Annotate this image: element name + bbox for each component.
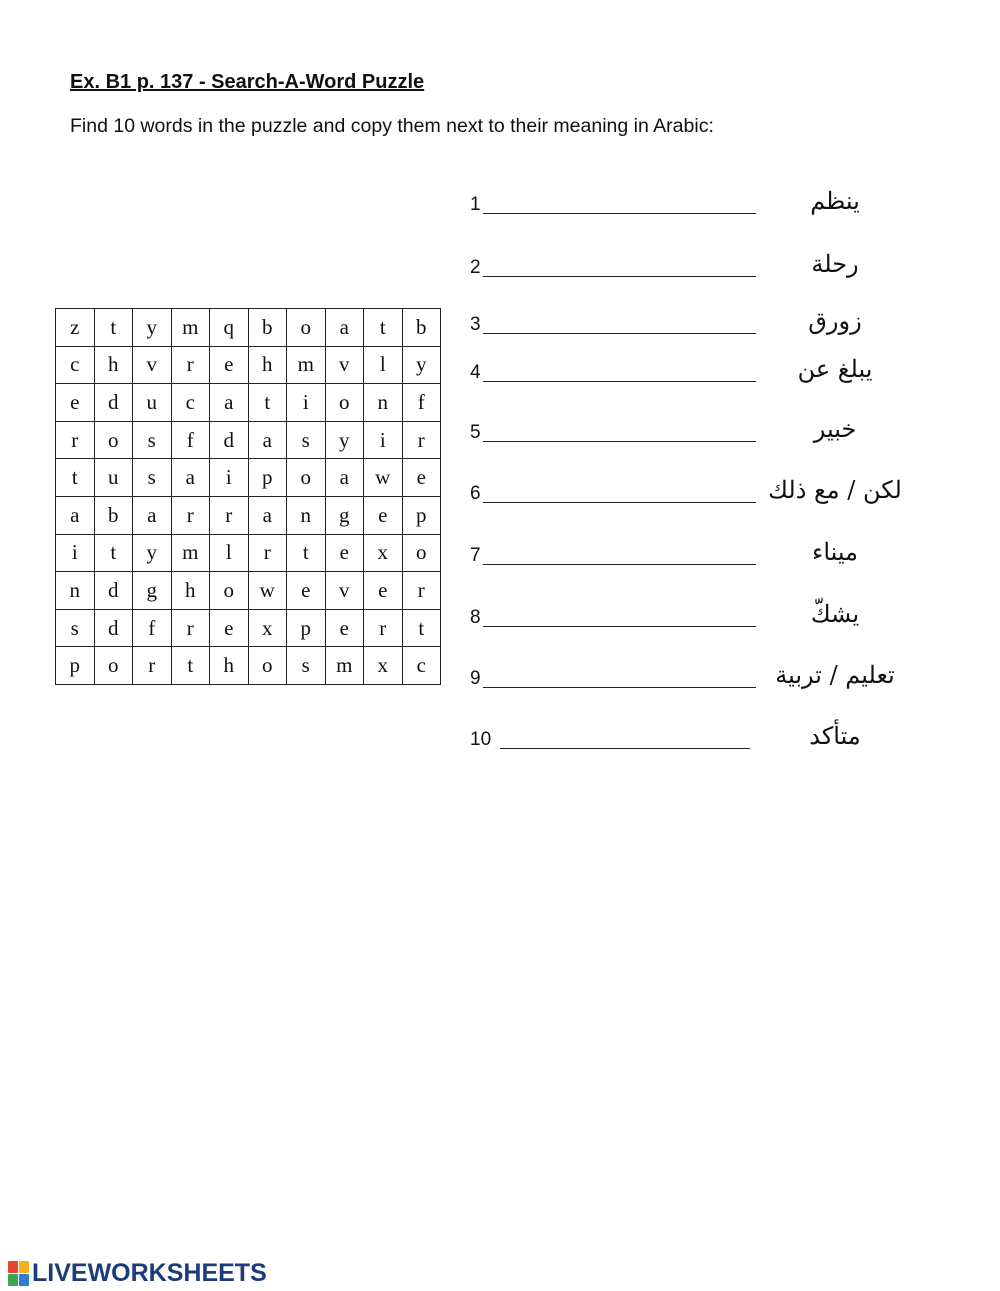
grid-cell: l — [210, 534, 249, 572]
grid-cell: i — [210, 459, 249, 497]
grid-cell: d — [94, 572, 133, 610]
answer-row — [470, 348, 910, 384]
grid-cell: e — [364, 572, 403, 610]
grid-cell: p — [402, 496, 441, 534]
grid-cell: e — [364, 496, 403, 534]
grid-cell: t — [287, 534, 326, 572]
grid-cell: e — [210, 609, 249, 647]
grid-cell: f — [402, 384, 441, 422]
grid-cell: r — [56, 421, 95, 459]
answer-number: 6 — [470, 483, 481, 504]
grid-cell: q — [210, 309, 249, 347]
arabic-meaning: خبير — [813, 415, 857, 443]
answer-blank[interactable] — [483, 502, 756, 503]
grid-cell: o — [94, 421, 133, 459]
answer-blank[interactable] — [483, 381, 756, 382]
grid-row — [56, 346, 441, 384]
grid-cell: p — [248, 459, 287, 497]
grid-cell: e — [402, 459, 441, 497]
answer-number: 3 — [470, 314, 481, 335]
grid-cell: a — [133, 496, 172, 534]
grid-cell: n — [287, 496, 326, 534]
grid-cell: f — [133, 609, 172, 647]
grid-cell: r — [210, 496, 249, 534]
grid-cell: r — [133, 647, 172, 685]
grid-cell: b — [402, 309, 441, 347]
grid-cell: s — [133, 421, 172, 459]
grid-cell: o — [94, 647, 133, 685]
grid-cell: a — [325, 309, 364, 347]
grid-cell: i — [364, 421, 403, 459]
grid-cell: t — [248, 384, 287, 422]
grid-cell: t — [56, 459, 95, 497]
grid-cell: h — [210, 647, 249, 685]
grid-row — [56, 384, 441, 422]
grid-cell: g — [133, 572, 172, 610]
liveworksheets-logo — [8, 1258, 267, 1288]
grid-cell: v — [133, 346, 172, 384]
grid-row — [56, 421, 441, 459]
answer-row — [470, 469, 910, 505]
grid-cell: d — [210, 421, 249, 459]
grid-cell: b — [248, 309, 287, 347]
grid-cell: s — [56, 609, 95, 647]
answer-row — [470, 531, 910, 567]
grid-cell: t — [171, 647, 210, 685]
arabic-meaning: زورق — [808, 307, 862, 335]
grid-cell: b — [94, 496, 133, 534]
grid-row — [56, 496, 441, 534]
answer-row — [470, 300, 910, 336]
grid-cell: e — [210, 346, 249, 384]
grid-cell: a — [210, 384, 249, 422]
grid-cell: t — [94, 309, 133, 347]
grid-cell: a — [56, 496, 95, 534]
logo-text: LIVEWORKSHEETS — [32, 1258, 267, 1287]
arabic-meaning: يشكّ — [810, 600, 860, 628]
answer-row — [470, 715, 910, 751]
answer-blank[interactable] — [500, 748, 750, 749]
grid-cell: r — [364, 609, 403, 647]
grid-row — [56, 534, 441, 572]
grid-cell: r — [402, 572, 441, 610]
answer-number: 7 — [470, 545, 481, 566]
grid-cell: i — [287, 384, 326, 422]
arabic-meaning: متأكد — [809, 722, 861, 750]
grid-cell: o — [402, 534, 441, 572]
grid-cell: s — [287, 647, 326, 685]
grid-cell: h — [248, 346, 287, 384]
grid-cell: h — [94, 346, 133, 384]
grid-cell: r — [171, 609, 210, 647]
grid-cell: c — [171, 384, 210, 422]
grid-cell: e — [325, 609, 364, 647]
grid-cell: l — [364, 346, 403, 384]
arabic-meaning: رحلة — [811, 250, 859, 278]
grid-row — [56, 609, 441, 647]
grid-cell: m — [171, 534, 210, 572]
grid-cell: y — [133, 309, 172, 347]
grid-cell: p — [56, 647, 95, 685]
grid-cell: w — [364, 459, 403, 497]
arabic-meaning: يبلغ عن — [797, 355, 873, 383]
grid-cell: g — [325, 496, 364, 534]
grid-cell: r — [171, 496, 210, 534]
grid-cell: m — [171, 309, 210, 347]
grid-cell: a — [171, 459, 210, 497]
grid-cell: o — [210, 572, 249, 610]
answer-number: 4 — [470, 362, 481, 383]
grid-cell: e — [287, 572, 326, 610]
grid-cell: c — [402, 647, 441, 685]
answer-row — [470, 243, 910, 279]
grid-cell: u — [94, 459, 133, 497]
grid-row — [56, 572, 441, 610]
grid-row — [56, 459, 441, 497]
word-search-grid — [55, 308, 441, 685]
grid-cell: r — [402, 421, 441, 459]
grid-cell: w — [248, 572, 287, 610]
grid-cell: v — [325, 572, 364, 610]
grid-cell: z — [56, 309, 95, 347]
grid-cell: x — [364, 647, 403, 685]
answer-row — [470, 408, 910, 444]
grid-cell: d — [94, 384, 133, 422]
grid-row — [56, 647, 441, 685]
grid-cell: a — [325, 459, 364, 497]
instruction-text: Find 10 words in the puzzle and copy them next to their meaning in Arabic: — [70, 115, 714, 137]
logo-mark-icon — [8, 1261, 29, 1286]
grid-cell: o — [325, 384, 364, 422]
grid-cell: o — [287, 459, 326, 497]
grid-cell: o — [287, 309, 326, 347]
answer-blank[interactable] — [483, 333, 756, 334]
answer-number: 10 — [470, 729, 492, 750]
grid-cell: t — [364, 309, 403, 347]
grid-cell: s — [287, 421, 326, 459]
grid-cell: v — [325, 346, 364, 384]
grid-cell: p — [287, 609, 326, 647]
grid-cell: e — [325, 534, 364, 572]
answer-number: 1 — [470, 194, 481, 215]
arabic-meaning: ينظم — [810, 187, 860, 215]
answer-row — [470, 654, 910, 690]
answer-blank[interactable] — [483, 276, 756, 277]
arabic-meaning: لكن / مع ذلك — [768, 476, 902, 504]
answer-blank[interactable] — [483, 687, 756, 688]
answer-number: 5 — [470, 422, 481, 443]
grid-cell: s — [133, 459, 172, 497]
answer-blank[interactable] — [483, 564, 756, 565]
answer-blank[interactable] — [483, 213, 756, 214]
answer-row — [470, 180, 910, 216]
grid-cell: x — [364, 534, 403, 572]
grid-row — [56, 309, 441, 347]
grid-cell: a — [248, 496, 287, 534]
answer-number: 9 — [470, 668, 481, 689]
grid-cell: o — [248, 647, 287, 685]
grid-cell: u — [133, 384, 172, 422]
grid-cell: n — [364, 384, 403, 422]
grid-cell: i — [56, 534, 95, 572]
grid-cell: d — [94, 609, 133, 647]
grid-cell: e — [56, 384, 95, 422]
answer-blank[interactable] — [483, 626, 756, 627]
grid-cell: n — [56, 572, 95, 610]
grid-cell: t — [94, 534, 133, 572]
worksheet-title: Ex. B1 p. 137 - Search-A-Word Puzzle — [70, 71, 425, 93]
arabic-meaning: ميناء — [812, 538, 858, 566]
grid-cell: m — [287, 346, 326, 384]
arabic-meaning: تعليم / تربية — [775, 661, 895, 689]
grid-cell: y — [325, 421, 364, 459]
grid-cell: f — [171, 421, 210, 459]
grid-cell: r — [171, 346, 210, 384]
answer-number: 8 — [470, 607, 481, 628]
answer-blank[interactable] — [483, 441, 756, 442]
answer-row — [470, 593, 910, 629]
grid-cell: h — [171, 572, 210, 610]
grid-cell: y — [402, 346, 441, 384]
grid-cell: t — [402, 609, 441, 647]
grid-cell: y — [133, 534, 172, 572]
answer-number: 2 — [470, 257, 481, 278]
grid-cell: c — [56, 346, 95, 384]
grid-cell: m — [325, 647, 364, 685]
grid-cell: r — [248, 534, 287, 572]
grid-cell: a — [248, 421, 287, 459]
grid-cell: x — [248, 609, 287, 647]
